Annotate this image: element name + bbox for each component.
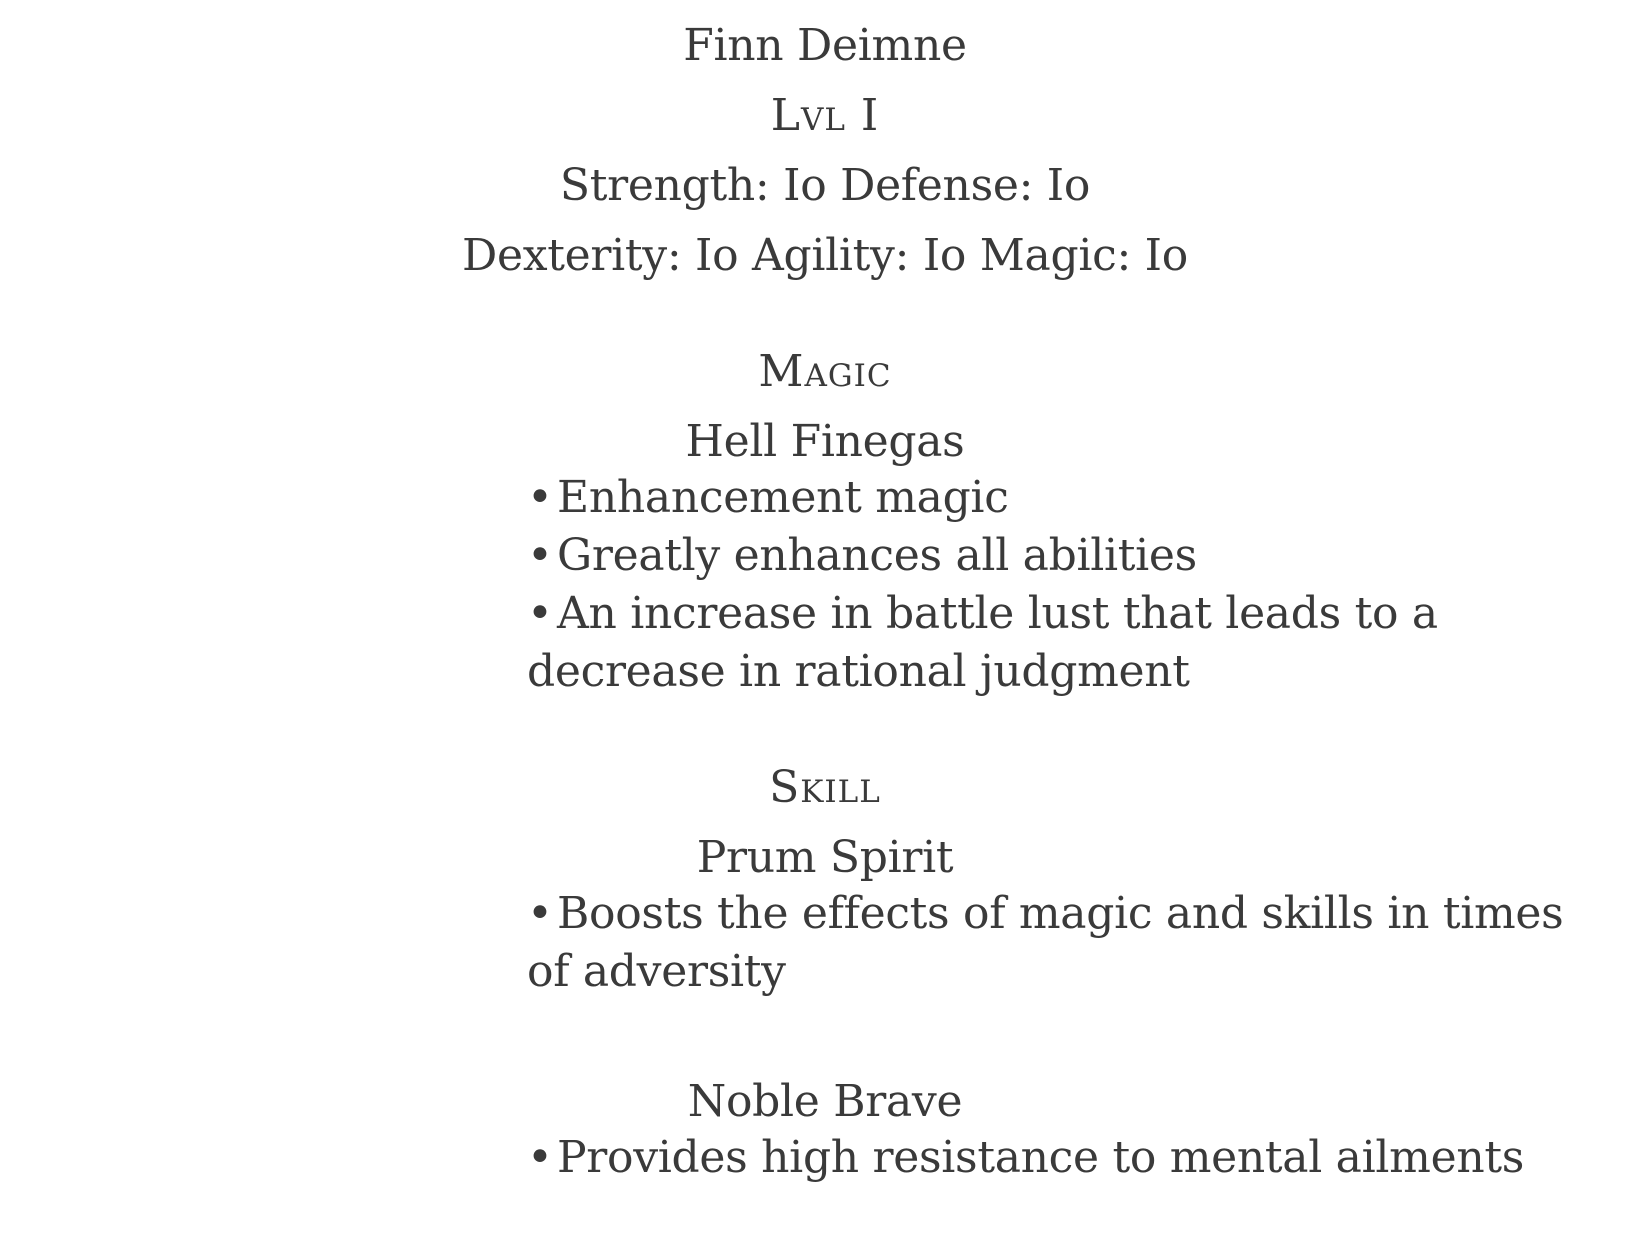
skill-name: Noble Brave <box>687 1076 963 1127</box>
stats-line-1: Strength: Io Defense: Io <box>559 160 1091 211</box>
spell-bullet-continuation: decrease in rational judgment <box>527 646 1190 697</box>
magic-heading: Magic <box>758 346 892 397</box>
skill-name: Prum Spirit <box>696 832 954 883</box>
skill-bullet-continuation: of adversity <box>527 946 786 997</box>
spell-name: Hell Finegas <box>685 416 965 467</box>
character-level: Lvl I <box>770 90 880 141</box>
character-name: Finn Deimne <box>683 20 967 71</box>
spell-bullet: • An increase in battle lust that leads to a <box>527 586 1438 642</box>
skill-heading: Skill <box>769 762 881 813</box>
skill-bullet: • Provides high resistance to mental ailments <box>527 1130 1524 1186</box>
spell-bullet: • Enhancement magic <box>527 470 1009 526</box>
stats-line-2: Dexterity: Io Agility: Io Magic: Io <box>462 230 1188 281</box>
skill-bullet: • Boosts the effects of magic and skills in times <box>527 886 1563 942</box>
spell-bullet: • Greatly enhances all abilities <box>527 528 1197 584</box>
